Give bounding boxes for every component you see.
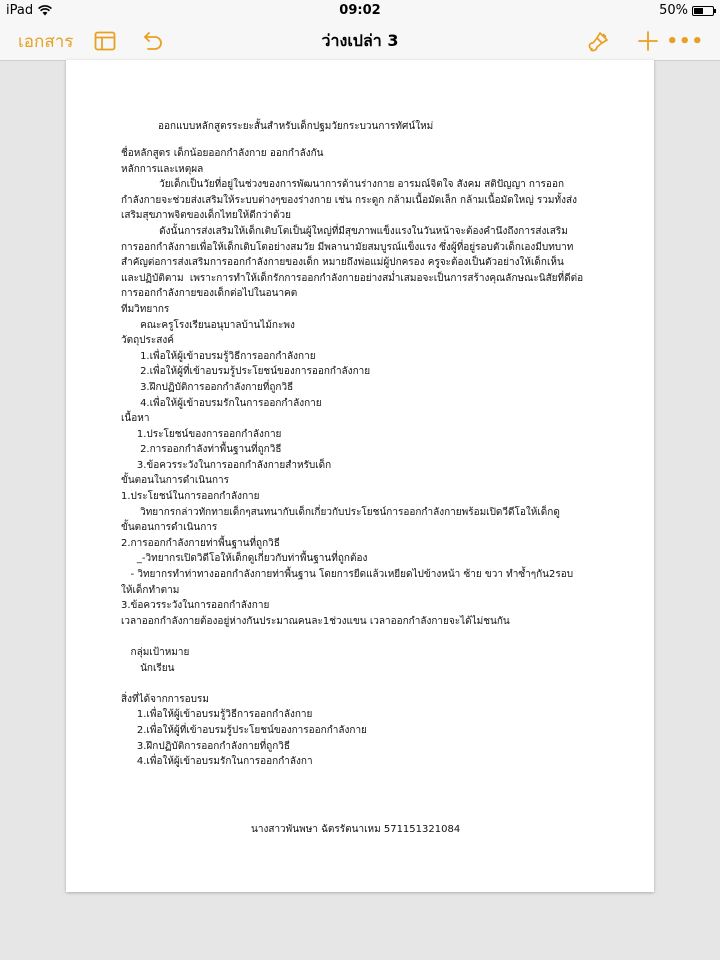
document-line <box>121 676 601 692</box>
document-line: _-วิทยากรเปิดวิดีโอให้เด็กดูเกี่ยวกับท่าพื้นฐานที่ถูกต้อง <box>121 553 368 565</box>
document-line: ขั้นตอนในการดำเนินการ <box>121 475 230 487</box>
document-line: สำคัญต่อการส่งเสริมการออกกำลังกายของเด็ก หมายถึงพ่อแม่ผู้ปกครอง ครูจะต้องเป็นตัวอย่างให้เด็กเห็น <box>121 257 564 269</box>
document-line: นักเรียน <box>121 662 175 674</box>
document-line: 3.ข้อควรระวังในการออกกำลังกาย <box>121 600 270 612</box>
document-line: 1.ประโยชน์ของการออกกำลังกาย <box>121 428 282 440</box>
undo-icon <box>142 31 164 51</box>
document-line: เวลาออกกำลังกายต้องอยู่ห่างกันประมาณคนละ1ช่วงแขน เวลาออกกำลังกายจะได้ไม่ชนกัน <box>121 615 510 627</box>
app-toolbar <box>0 22 720 61</box>
document-line: สิ่งที่ได้จากการอบรม <box>121 693 209 705</box>
document-line: ดังนั้นการส่งเสริมให้เด็กเติบโตเป็นผู้ใหญ่ที่มีสุขภาพแข็งแรงในวันหน้าจะต้องคำนึงถึงการส่งเสริม <box>121 225 568 237</box>
documents-back-button[interactable]: เอกสาร <box>18 31 74 52</box>
document-body[interactable] <box>121 146 601 770</box>
battery-fill <box>694 8 703 14</box>
document-line: การออกกำลังกายเพื่อให้เด็กเติบโตอย่างสมวัย มีพลานามัยสมบูรณ์แข็งแรง ซึ่งผู้ที่อยู่รอบตัวเด็กเองมีบทบาท <box>121 241 574 253</box>
document-line: 3.ฝึกปฏิบัติการออกกำลังกายที่ถูกวิธี <box>121 381 294 393</box>
document-line: วิทยากรกล่าวทักทายเด็กๆสนทนากับเด็กเกี่ยวกับประโยชน์การออกกำลังกายพร้อมเปิดวีดีโอให้เด็กดู <box>121 506 560 518</box>
document-line: หลักการและเหตุผล <box>121 163 204 175</box>
document-line: 3.ข้อควรระวังในการออกกำลังกายสำหรับเด็ก <box>121 459 332 471</box>
document-line: ขั้นตอนการดำเนินการ <box>121 522 218 534</box>
document-line: - วิทยากรทำท่าทางออกกำลังกายท่าพื้นฐาน โดยการยืดแล้วเหยียดไปข้างหน้า ซ้าย ขวา ทำซ้ำๆกัน2รอบ <box>121 569 574 581</box>
document-line: 3.ฝึกปฏิบัติการออกกำลังกายที่ถูกวิธี <box>121 740 290 752</box>
document-line: เสริมสุขภาพจิตของเด็กไทยให้ดีกว่าด้วย <box>121 210 291 222</box>
document-line: 2.การออกกำลังท่าพื้นฐานที่ถูกวิธี <box>121 444 282 456</box>
document-line: ทีมวิทยากร <box>121 303 170 315</box>
document-line: กำลังกายจะช่วยส่งเสริมให้ระบบต่างๆของร่างกาย เช่น กระดูก กล้ามเนื้อมัดเล็ก กล้ามเนื้อมัดใหญ่ รวมทั้งส่ง <box>121 194 577 206</box>
battery-icon <box>692 6 714 16</box>
status-right <box>659 3 714 18</box>
document-line: การออกกำลังกายของเด็กต่อไปในอนาคต <box>121 288 298 300</box>
document-footer: นางสาวพันพษา ฉัตรรัตนาเหม 571151321084 <box>251 824 461 835</box>
battery-percent: 50% <box>659 3 688 18</box>
document-line: 2.เพื่อให้ผู้ที่เข้าอบรมรู้ประโยชน์ของการออกกำลังกาย <box>121 724 367 736</box>
document-line: เนื้อหา <box>121 413 150 425</box>
document-title: ว่างเปล่า 3 <box>321 31 399 50</box>
document-line: 1.ประโยชน์ในการออกกำลังกาย <box>121 491 260 503</box>
document-line: 4.เพื่อให้ผู้เข้าอบรมรักในการออกกำลังกา <box>121 756 313 768</box>
more-options-button[interactable]: ••• <box>666 30 704 52</box>
document-line: 1.เพื่อให้ผู้เข้าอบรมรู้วิธีการออกกำลังกาย <box>121 350 316 362</box>
paintbrush-icon <box>588 30 610 52</box>
document-line: ชื่อหลักสูตร เด็กน้อยออกกำลังกาย ออกกำลังกัน <box>121 148 324 159</box>
document-page[interactable] <box>66 60 654 892</box>
document-line: 1.เพื่อให้ผู้เข้าอบรมรู้วิธีการออกกำลังกาย <box>121 709 313 721</box>
document-line: คณะครูโรงเรียนอนุบาลบ้านไม้กะพง <box>121 319 295 331</box>
insert-button[interactable] <box>638 22 658 60</box>
document-line: วัยเด็กเป็นวัยที่อยู่ในช่วงของการพัฒนาการด้านร่างกาย อารมณ์จิตใจ สังคม สติปัญญา การออก <box>121 179 564 191</box>
document-line <box>121 629 601 645</box>
plus-icon <box>638 31 658 51</box>
document-line: 2.เพื่อให้ผู้ที่เข้าอบรมรู้ประโยชน์ของการออกกำลังกาย <box>121 366 371 378</box>
view-options-button[interactable] <box>94 22 116 60</box>
format-brush-button[interactable] <box>588 22 610 60</box>
status-bar <box>0 0 720 22</box>
document-line: กลุ่มเป้าหมาย <box>121 647 190 658</box>
document-line: 2.การออกกำลังกายท่าพื้นฐานที่ถูกวิธี <box>121 537 280 549</box>
document-line: 4.เพื่อให้ผู้เข้าอบรมรักในการออกกำลังกาย <box>121 397 322 409</box>
status-time: 09:02 <box>339 3 381 18</box>
document-heading: ออกแบบหลักสูตรระยะสั้นสำหรับเด็กปฐมวัยกระบวนการทัศน์ใหม่ <box>158 121 434 132</box>
sidebar-view-icon <box>94 31 116 51</box>
document-line: ให้เด็กทำตาม <box>121 584 180 596</box>
document-line: และปฏิบัติตาม เพราะการทำให้เด็กรักการออกกำลังกายอย่างสม่ำเสมอจะเป็นการสร้างคุณลักษณะนิสัยที่ดีต่อ <box>121 272 584 284</box>
device-label: iPad <box>6 3 34 18</box>
undo-button[interactable] <box>142 22 164 60</box>
document-line: วัตถุประสงค์ <box>121 335 174 347</box>
